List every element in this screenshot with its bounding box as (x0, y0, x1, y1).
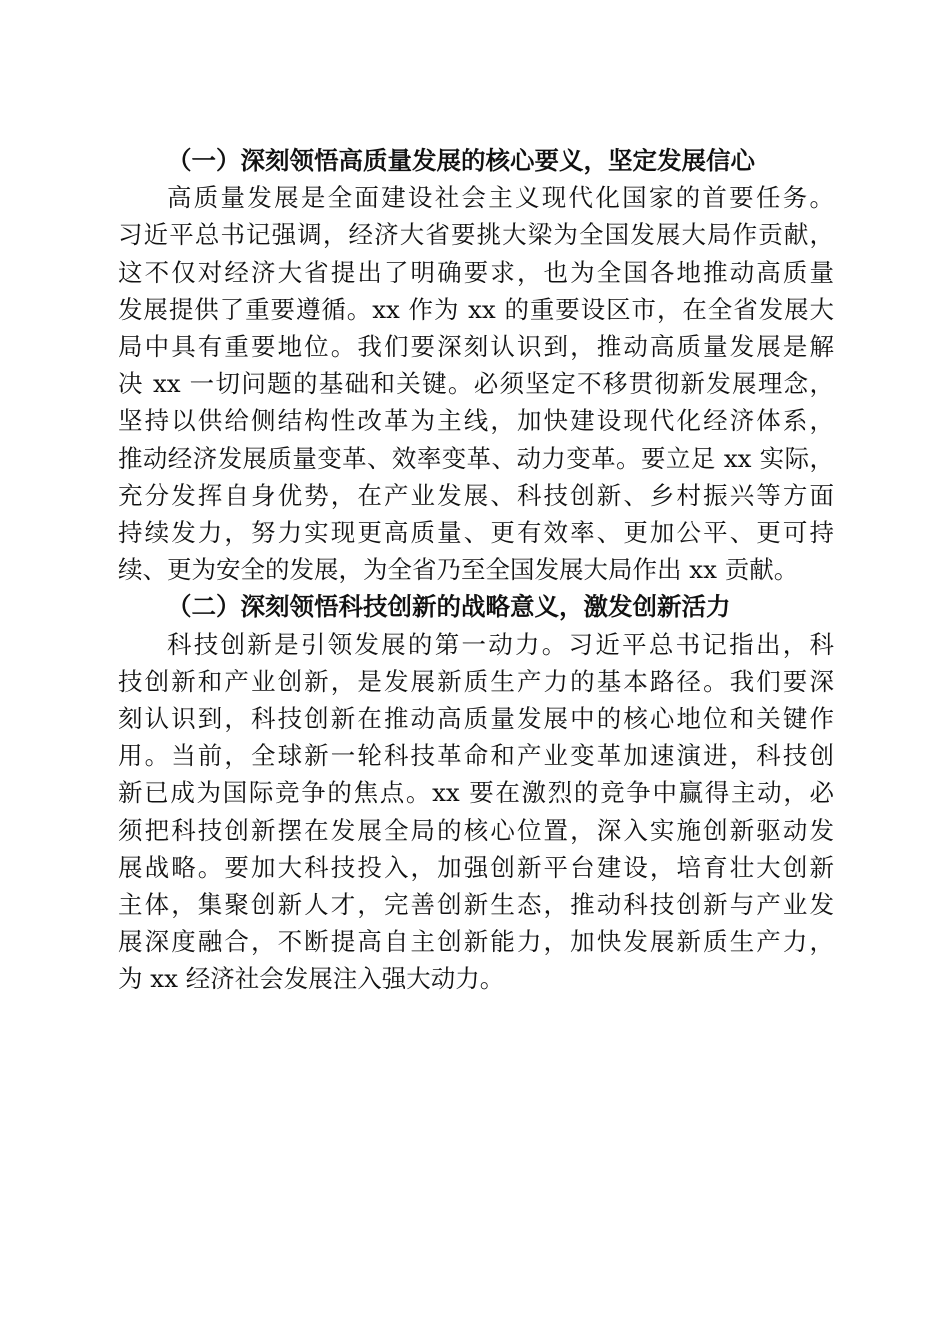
paragraph-line: 展深度融合，不断提高自主创新能力，加快发展新质生产力， (118, 927, 834, 957)
paragraph-line: 发展提供了重要遵循。xx 作为 xx 的重要设区市，在全省发展大 (118, 294, 834, 324)
paragraph-line: 推动经济发展质量变革、效率变革、动力变革。要立足 xx 实际， (118, 443, 834, 473)
paragraph-line: 为 xx 经济社会发展注入强大动力。 (118, 964, 505, 994)
paragraph-line: 主体，集聚创新人才，完善创新生态，推动科技创新与产业发 (118, 890, 834, 920)
paragraph-line: 续、更为安全的发展，为全省乃至全国发展大局作出 xx 贡献。 (118, 555, 799, 585)
paragraph-line: 持续发力，努力实现更高质量、更有效率、更加公平、更可持 (118, 518, 834, 548)
section-1-paragraph (118, 179, 834, 588)
section-2-heading: （二）深刻领悟科技创新的战略意义，激发创新活力 (167, 592, 731, 622)
paragraph-line: 高质量发展是全面建设社会主义现代化国家的首要任务。 (167, 183, 834, 213)
paragraph-line: 展战略。要加大科技投入，加强创新平台建设，培育壮大创新 (118, 852, 834, 882)
paragraph-line: 刻认识到，科技创新在推动高质量发展中的核心地位和关键作 (118, 704, 834, 734)
paragraph-line: 技创新和产业创新，是发展新质生产力的基本路径。我们要深 (118, 666, 834, 696)
paragraph-line: 局中具有重要地位。我们要深刻认识到，推动高质量发展是解 (118, 332, 834, 362)
paragraph-line: 新已成为国际竞争的焦点。xx 要在激烈的竞争中赢得主动，必 (118, 778, 834, 808)
section-2-paragraph (118, 626, 834, 998)
document-body (118, 142, 834, 998)
paragraph-line: 充分发挥自身优势，在产业发展、科技创新、乡村振兴等方面 (118, 480, 834, 510)
paragraph-line: 坚持以供给侧结构性改革为主线，加快建设现代化经济体系， (118, 406, 834, 436)
paragraph-line: 须把科技创新摆在发展全局的核心位置，深入实施创新驱动发 (118, 815, 834, 845)
paragraph-line: 用。当前，全球新一轮科技革命和产业变革加速演进，科技创 (118, 741, 834, 771)
section-1-heading: （一）深刻领悟高质量发展的核心要义，坚定发展信心 (167, 146, 755, 175)
paragraph-line: 决 xx 一切问题的基础和关键。必须坚定不移贯彻新发展理念， (118, 369, 834, 399)
paragraph-line: 习近平总书记强调，经济大省要挑大梁为全国发展大局作贡献， (118, 220, 834, 250)
paragraph-line: 这不仅对经济大省提出了明确要求，也为全国各地推动高质量 (118, 257, 834, 287)
paragraph-line: 科技创新是引领发展的第一动力。习近平总书记指出，科 (167, 629, 834, 659)
